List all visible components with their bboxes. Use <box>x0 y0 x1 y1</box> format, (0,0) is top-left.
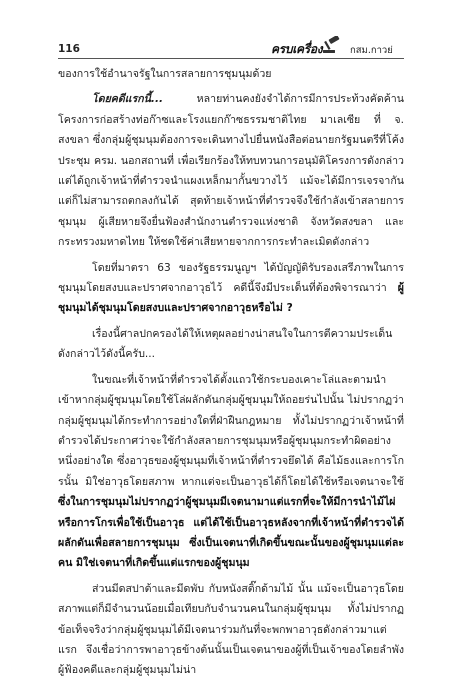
emphasized-text: โดยคดีแรกนี้... <box>92 93 163 106</box>
text-run: โดยที่มาตรา 63 ของรัฐธรรมนูญฯ ได้บัญญัติรับรองเสรีภาพในการชุมนุมโดยสงบและปราศจากอาวุธไว้ คดีนี้จึงมีประเด็นที่ต้องพิจารณาว่า <box>58 261 404 295</box>
text-run: ของการใช้อำนาจรัฐในการสลายการชุมนุมด้วย <box>58 68 272 80</box>
emphasized-text: ซึ่งในการชุมนุมไม่ปรากฏว่าผู้ชุมนุมมีเจตนามาแต่แรกที่จะให้มีการนำไม้ไผ่หรือการโกรเพื่อใช้เป็นอาวุธ แต่ได้ใช้เป็นอาวุธหลังจากที่เจ้าหน้าที่ตำรวจได้ผลักดันเพื่อสลายการชุมนุม ซึ่งเป็นเจตนาที่เกิดขึ้นขณะนั้นของผู้ชุมนุมแต่ละคน มิใช่เจตนาที่เกิดขึ้นแต่แรกของผู้ชุมนุม <box>58 496 404 570</box>
page-header <box>0 0 462 62</box>
paragraph-p5 <box>58 370 404 574</box>
gavel-icon <box>322 36 342 54</box>
text-run: ในขณะที่เจ้าหน้าที่ตำรวจได้ตั้งแถวใช้กระบองเคาะโล่และตามนำเข้าหากลุ่มผู้ชุมนุมโดยใช้โล่ผลักดันกลุ่มผู้ชุมนุมให้ถอยร่นไปนั้น ไม่ปรากฏว่ากลุ่มผู้ชุมนุมได้กระทำการอย่างใดที่ฝ่าฝืนกฎหมาย ทั้งไม่ปรากฏว่าเจ้าหน้าที่ตำรวจได้ประกาศว่าจะใช้กำลังสลายการชุมนุมหรือผู้ชุมนุมกระทำผิดอย่างหนึ่งอย่างใด ซึ่งอาวุธของผู้ชุมนุมที่เจ้าหน้าที่ตำรวจยึดได้ คือไม้ธงและการโกรนั้น มิใช่อาวุธโดยสภาพ หากแต่จะเป็นอาวุธได้ก็โดยได้ใช้หรือเจตนาจะใช้ <box>58 373 404 488</box>
text-run: ส่วนมีดสปาต้าและมีดพับ กับหนังสติ๊กด้ามไม้ นั้น แม้จะเป็นอาวุธโดยสภาพแต่ก็มีจำนวนน้อยเมื่อเทียบกับจำนวนคนในกลุ่มผู้ชุมนุม ทั้งไม่ปรากฏข้อเท็จจริงว่ากลุ่มผู้ชุมนุมได้มีเจตนาร่วมกันที่จะพกพาอาวุธดังกล่าวมาแต่แรก จึงเชื่อว่าการพาอาวุธข้างต้นนั้นเป็นเจตนาของผู้ที่เป็นเจ้าของโดยลำพัง ผู้ฟ้องคดีและกลุ่มผู้ชุมนุมไม่น่า <box>58 582 404 677</box>
book-subtitle: กสม.กาวย่ <box>350 45 393 56</box>
book-brand-title: ครบเครื่อง <box>271 42 323 56</box>
emphasized-text: ผู้ชุมนุมได้ชุมนุมโดยสงบและปราศจากอาวุธหรือไม่ ? <box>58 282 404 315</box>
text-run: เรื่องนี้ศาลปกครองได้ให้เหตุผลอย่างน่าสนใจในการตีความประเด็นดังกล่าวไว้ดังนี้ครับ... <box>58 327 393 361</box>
body-text <box>58 64 404 686</box>
page-number: 116 <box>58 43 80 55</box>
paragraph-p3 <box>58 258 404 319</box>
paragraph-p4 <box>58 324 404 365</box>
paragraph-p2 <box>58 89 404 252</box>
header-divider <box>58 58 404 59</box>
text-run: หลายท่านคงยังจำได้การมีการประท้วงคัดค้านโครงการก่อสร้างท่อก๊าซและโรงแยกก๊าซธรรมชาติไทย มาเลเซีย ที่ จ. สงขลา ซึ่งกลุ่มผู้ชุมนุมต้องการจะเดินทางไปยื่นหนังสือต่อนายกรัฐมนตรีที่โค้งประชุม ครม. นอกสถานที่ เพื่อเรียกร้องให้ทบทวนการอนุมัติโครงการดังกล่าว แต่ได้ถูกเจ้าหน้าที่ตำรวจนำแผงเหล็กมากั้นขวางไว้ แม้จะได้มีการเจรจากันแต่ก็ไม่สามารถตกลงกันได้ สุดท้ายเจ้าหน้าที่ตำรวจจึงใช้กำลังเข้าสลายการชุมนุม ผู้เสียหายจึงยื่นฟ้องสำนักงานตำรวจแห่งชาติ จังหวัดสงขลา และกระทรวงมหาดไทย ให้ชดใช้ค่าเสียหายจากการกระทำละเมิดดังกล่าว <box>58 93 404 249</box>
paragraph-p6 <box>58 579 404 681</box>
paragraph-p1 <box>58 64 404 84</box>
